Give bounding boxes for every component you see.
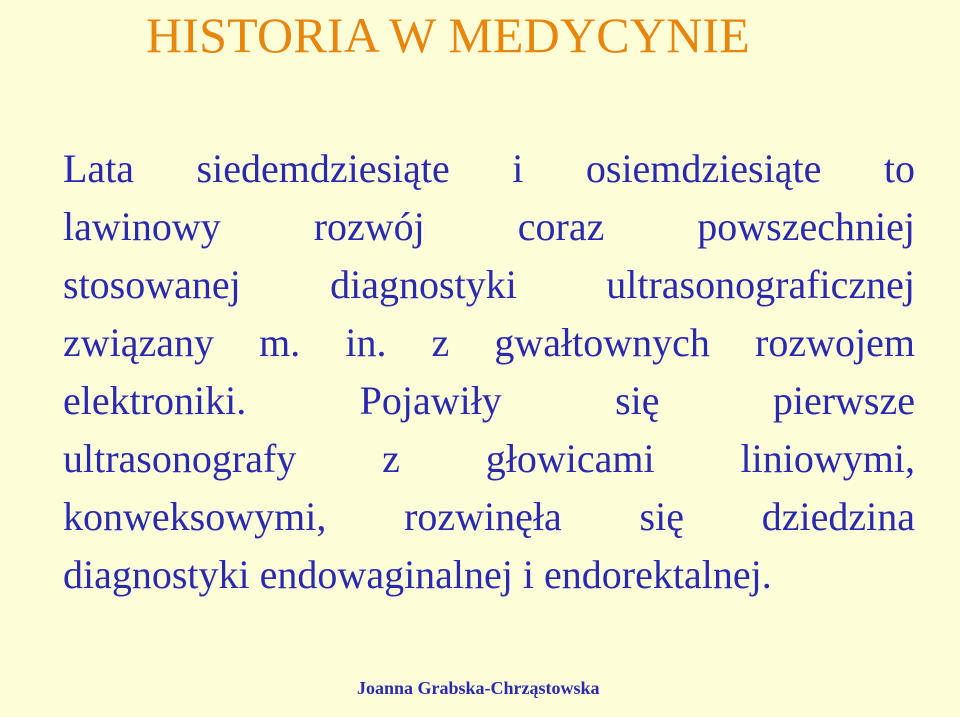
slide-title: HISTORIA W MEDYCYNIE xyxy=(146,7,751,63)
word: z xyxy=(382,436,400,481)
word: osiemdziesiąte xyxy=(585,146,822,191)
word: Pojawiły xyxy=(359,378,502,423)
word: endowaginalnej xyxy=(259,552,513,597)
body-line-8 xyxy=(63,552,915,598)
body-line-1 xyxy=(63,146,915,192)
word: związany xyxy=(63,320,215,365)
body-line-2 xyxy=(63,204,915,250)
word: pierwsze xyxy=(772,378,915,423)
word: rozwinęła xyxy=(404,494,562,539)
word: endorektalnej. xyxy=(544,552,772,597)
word: się xyxy=(639,494,684,539)
body-line-5 xyxy=(63,378,915,424)
word: diagnostyki xyxy=(63,552,250,597)
word: siedemdziesiąte xyxy=(196,146,450,191)
word: liniowymi, xyxy=(740,436,915,481)
word: Lata xyxy=(63,146,135,191)
word: ultrasonografy xyxy=(63,436,297,481)
word: rozwój xyxy=(313,204,425,249)
body-line-3 xyxy=(63,262,915,308)
word: powszechniej xyxy=(697,204,915,249)
word: ultrasonograficznej xyxy=(606,262,915,307)
word: dziedzina xyxy=(761,494,915,539)
word: rozwojem xyxy=(755,320,915,365)
author-footer: Joanna Grabska-Chrząstowska xyxy=(357,678,600,698)
word: głowicami xyxy=(485,436,655,481)
word: i xyxy=(522,552,535,597)
word: m. xyxy=(259,320,301,365)
word: to xyxy=(883,146,915,191)
word: konweksowymi, xyxy=(63,494,327,539)
word: z xyxy=(431,320,450,365)
word: lawinowy xyxy=(63,204,221,249)
word: diagnostyki xyxy=(330,262,517,307)
word: stosowanej xyxy=(63,262,241,307)
word: i xyxy=(512,146,524,191)
word: elektroniki. xyxy=(63,378,247,423)
body-line-7 xyxy=(63,494,915,540)
word: gwałtownych xyxy=(494,320,710,365)
body-line-4 xyxy=(63,320,915,366)
word: się xyxy=(615,378,660,423)
body-line-6 xyxy=(63,436,915,482)
word: in. xyxy=(345,320,387,365)
word: coraz xyxy=(517,204,605,249)
